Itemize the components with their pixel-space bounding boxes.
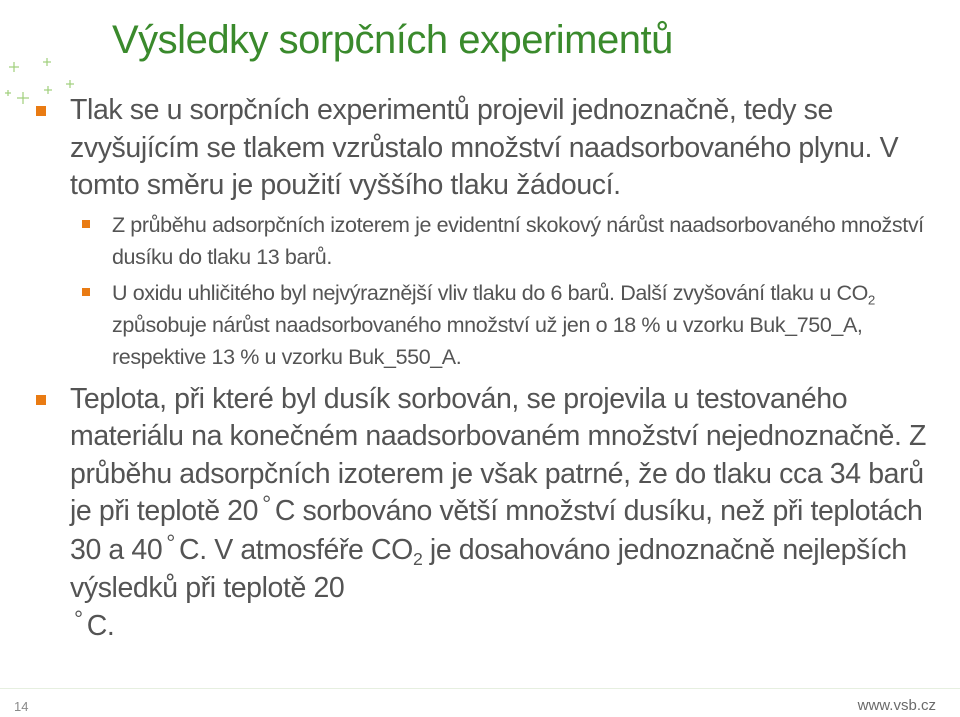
- bullet-marker-icon: [82, 220, 90, 228]
- subscript: 2: [412, 548, 423, 569]
- slide-title: Výsledky sorpčních experimentů: [112, 18, 673, 62]
- slide-content: [32, 92, 937, 646]
- degree-sign: °: [166, 529, 176, 556]
- bullet-pressure: [32, 92, 937, 205]
- bullet-temperature: [32, 381, 937, 647]
- degree-sign: °: [262, 491, 271, 517]
- degree-sign: °: [74, 605, 83, 632]
- sub-bullet-text: Z průběhu adsorpčních izoterem je evidentní skokový nárůst naadsorbovaného množství dusíku do tlaku 13 barů.: [112, 212, 924, 269]
- subscript: 2: [867, 292, 875, 308]
- bullet-text-d: je dosahováno jednoznačně nejlepších výsledků při teplotě 20: [70, 533, 907, 604]
- bullet-text-c: C. V atmosféře CO: [179, 533, 413, 566]
- sub-bullet-nitrogen: [32, 209, 937, 273]
- sub-bullet-text-a: U oxidu uhličitého byl nejvýraznější vliv tlaku do 6 barů. Další zvyšování tlaku u CO: [112, 280, 868, 305]
- footer-divider: [0, 688, 960, 689]
- sub-bullet-text-b: způsobuje nárůst naadsorbovaného množství už jen o 18 % u vzorku Buk_750_A, respektive 13 % u vzorku Buk_550_A.: [112, 312, 863, 369]
- footer-url: www.vsb.cz: [857, 697, 936, 714]
- bullet-text: Tlak se u sorpčních experimentů projevil jednoznačně, tedy se zvyšujícím se tlakem vzrůstalo množství naadsorbovaného plynu. V tomto směru je použití vyššího tlaku žádoucí.: [70, 94, 899, 201]
- bullet-text-a: Teplota, při které byl dusík sorbován, se projevila u testovaného materiálu na konečném naadsorbovaném množství nejednoznačně. Z průběhu adsorpčních izoterem je však patrné, že do tlaku cca 34 barů je při teplotě 20: [70, 382, 927, 527]
- bullet-marker-icon: [82, 288, 90, 296]
- slide-number: 14: [14, 699, 29, 714]
- bullet-marker-icon: [36, 395, 46, 405]
- bullet-text-b: C sorbováno větší množství dusíku, než při teplotách 30 a 40: [70, 495, 923, 566]
- sub-bullet-co2: [32, 277, 937, 373]
- bullet-marker-icon: [36, 106, 46, 116]
- bullet-text-e: C.: [86, 609, 115, 642]
